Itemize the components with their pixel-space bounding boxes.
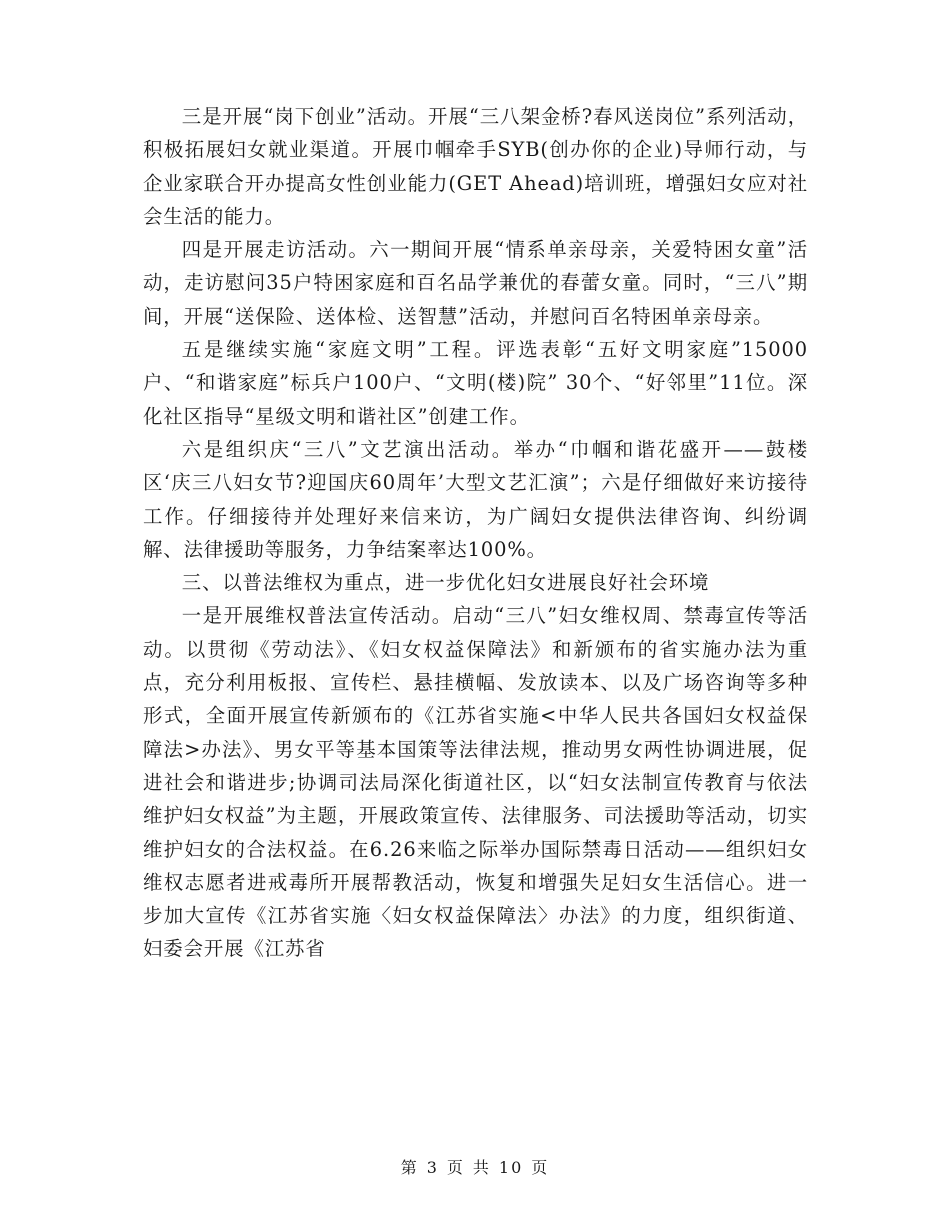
footer-di: 第 xyxy=(400,1158,419,1177)
paragraph-visits: 四是开展走访活动。六一期间开展“情系单亲母亲，关爱特困女童”活动，走访慰问35户特困家庭和百名品学兼优的春蕾女童。同时，“三八”期间，开展“送保险、送体检、送智慧”活动，并慰问百名特困单亲母亲。 xyxy=(143,238,808,328)
page-footer xyxy=(0,1155,950,1178)
footer-gong: 共 xyxy=(472,1158,491,1177)
document-body xyxy=(143,100,808,966)
paragraph-legal-publicity: 一是开展维权普法宣传活动。启动“三八”妇女维权周、禁毒宣传等活动。以贯彻《劳动法》、《妇女权益保障法》和新颁布的省实施办法为重点，充分利用板报、宣传栏、悬挂横幅、发放读本、以及广场咨询等多种形式，全面开展宣传新颁布的《江苏省实施<中华人民共各国妇女权益保障法>办法》、男女平等基本国策等法律法规，推动男女两性协调进展，促进社会和谐进步;协调司法局深化街道社区，以“妇女法制宣传教育与依法维护妇女权益”为主题，开展政策宣传、法律服务、司法援助等活动，切实维护妇女的合法权益。在6.26来临之际举办国际禁毒日活动——组织妇女维权志愿者进戒毒所开展帮教活动，恢复和增强失足妇女生活信心。进一步加大宣传《江苏省实施〈妇女权益保障法〉办法》的力度，组织街道、妇委会开展《江苏省 xyxy=(143,604,808,961)
footer-page-number: 3 xyxy=(426,1158,439,1177)
footer-ye: 页 xyxy=(446,1158,465,1177)
paragraph-entrepreneurship: 三是开展“岗下创业”活动。开展“三八架金桥?春风送岗位”系列活动，积极拓展妇女就业渠道。开展巾帼牵手SYB(创办你的企业)导师行动，与企业家联合开办提高女性创业能力(GET Ahead)培训班，增强妇女应对社会生活的能力。 xyxy=(143,105,808,228)
footer-total-pages: 10 xyxy=(498,1158,524,1177)
section-heading-legal-rights: 三、以普法维权为重点，进一步优化妇女进展良好社会环境 xyxy=(181,571,710,595)
footer-ye-2: 页 xyxy=(531,1158,550,1177)
paragraph-performance: 六是组织庆“三八”文艺演出活动。举办“巾帼和谐花盛开——鼓楼区‘庆三八妇女节?迎国庆60周年’大型文艺汇演”；六是仔细做好来访接待工作。仔细接待并处理好来信来访，为广阔妇女提供法律咨询、纠纷调解、法律援助等服务，力争结案率达100%。 xyxy=(143,437,808,561)
paragraph-family-civilization: 五是继续实施“家庭文明”工程。评选表彰“五好文明家庭”15000户、“和谐家庭”标兵户100户、“文明(楼)院” 30个、“好邻里”11位。深化社区指导“星级文明和谐社区”创建工作。 xyxy=(143,338,808,428)
